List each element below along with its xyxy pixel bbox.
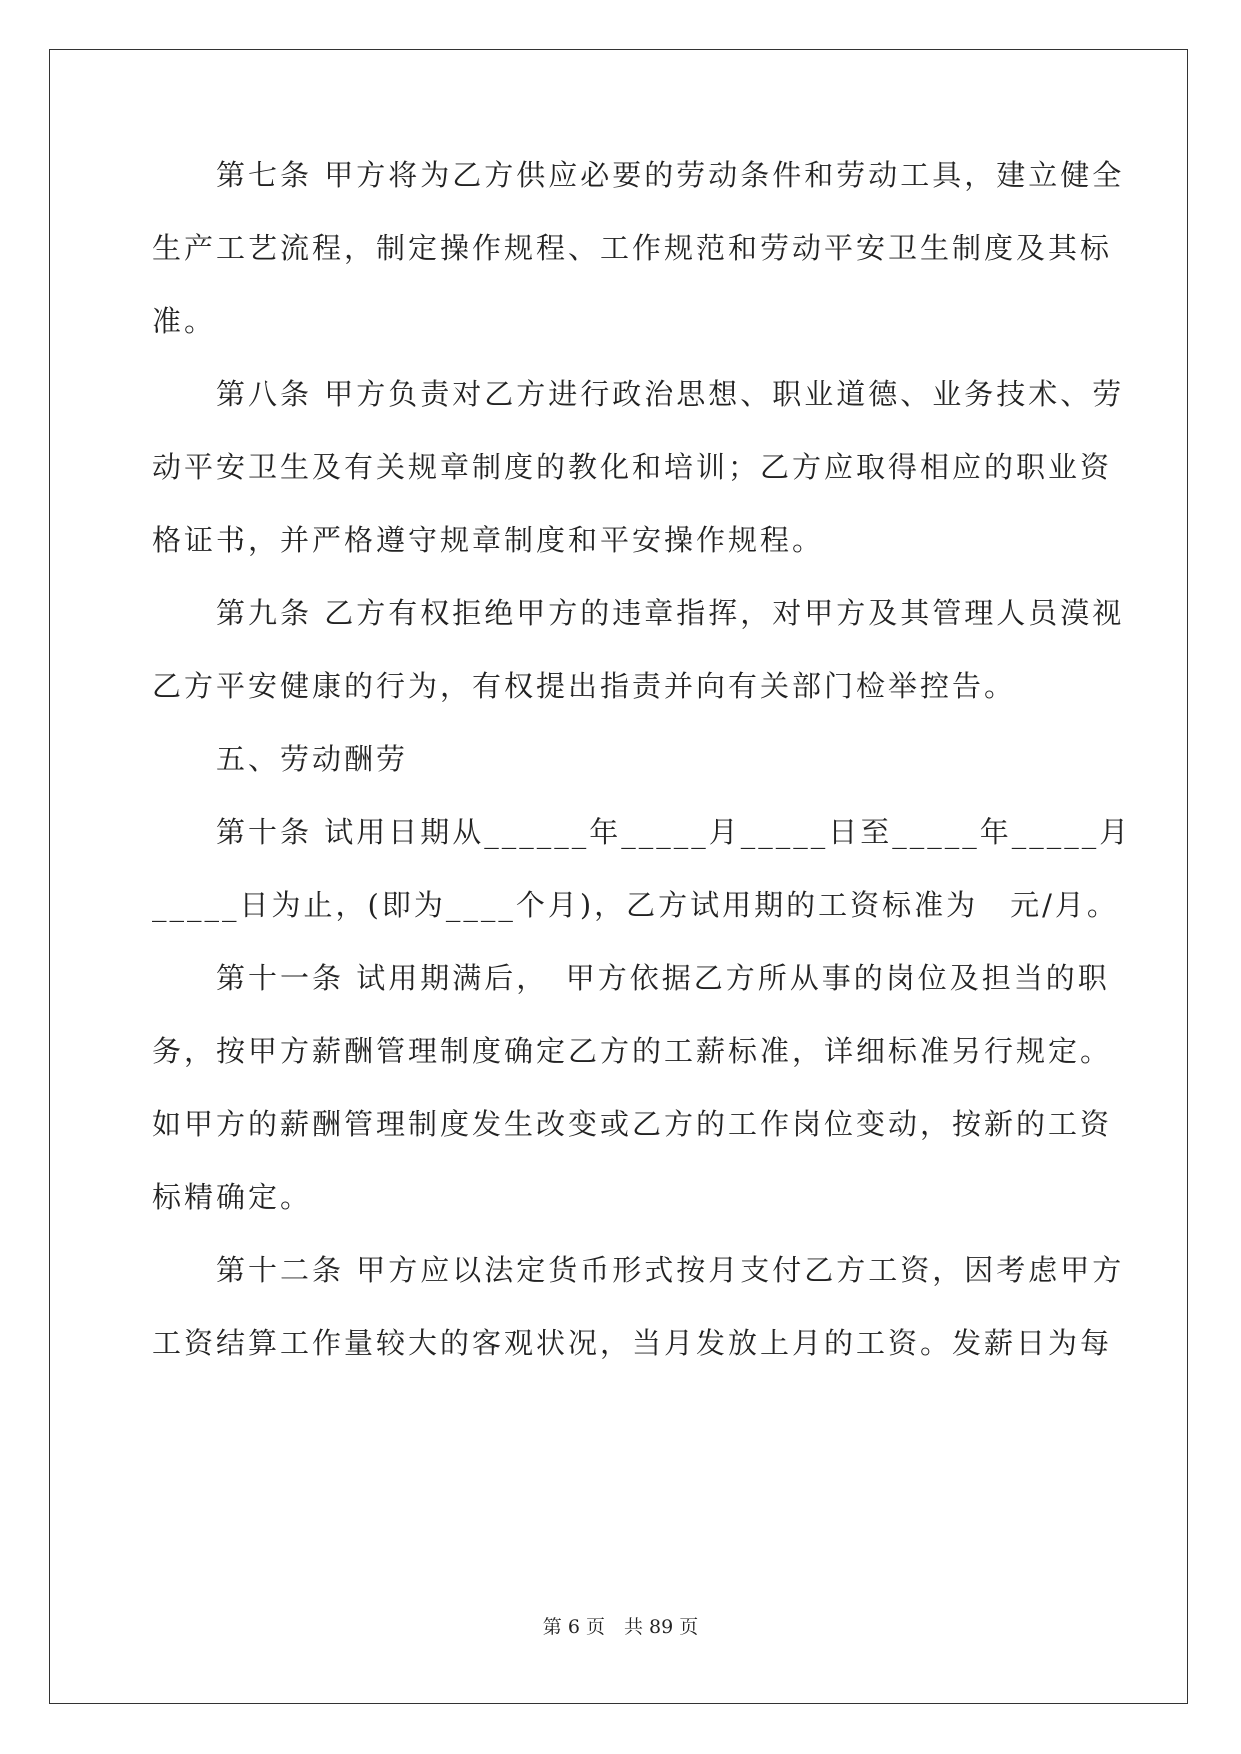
paragraph-line: 标精确定。 — [152, 1180, 313, 1214]
page-border — [49, 49, 1188, 1704]
section-heading: 五、劳动酬劳 — [152, 742, 409, 776]
paragraph-line: 第十条 试用日期从______年_____月_____日至_____年_____月 — [152, 815, 1132, 849]
paragraph-line: 第十二条 甲方应以法定货币形式按月支付乙方工资，因考虑甲方 — [152, 1253, 1125, 1287]
paragraph-line: _____日为止，(即为____个月)，乙方试用期的工资标准为 元/月。 — [152, 888, 1119, 922]
page-footer — [0, 1612, 1241, 1639]
paragraph-line: 乙方平安健康的行为，有权提出指责并向有关部门检举控告。 — [152, 669, 1017, 703]
paragraph-line: 格证书，并严格遵守规章制度和平安操作规程。 — [152, 523, 825, 557]
paragraph-line: 工资结算工作量较大的客观状况，当月发放上月的工资。发薪日为每 — [152, 1326, 1113, 1360]
paragraph-line: 准。 — [152, 304, 217, 338]
paragraph-line: 务，按甲方薪酬管理制度确定乙方的工薪标准，详细标准另行规定。 — [152, 1034, 1113, 1068]
paragraph-line: 生产工艺流程，制定操作规程、工作规范和劳动平安卫生制度及其标 — [152, 231, 1113, 265]
paragraph-line: 动平安卫生及有关规章制度的教化和培训；乙方应取得相应的职业资 — [152, 450, 1113, 484]
paragraph-line: 第十一条 试用期满后， 甲方依据乙方所从事的岗位及担当的职 — [152, 961, 1110, 995]
paragraph-line: 如甲方的薪酬管理制度发生改变或乙方的工作岗位变动，按新的工资 — [152, 1107, 1113, 1141]
page-number: 第 6 页 共 89 页 — [542, 1616, 699, 1638]
paragraph-line: 第九条 乙方有权拒绝甲方的违章指挥，对甲方及其管理人员漠视 — [152, 596, 1125, 630]
paragraph-line: 第八条 甲方负责对乙方进行政治思想、职业道德、业务技术、劳 — [152, 377, 1125, 411]
paragraph-line: 第七条 甲方将为乙方供应必要的劳动条件和劳动工具，建立健全 — [152, 158, 1125, 192]
